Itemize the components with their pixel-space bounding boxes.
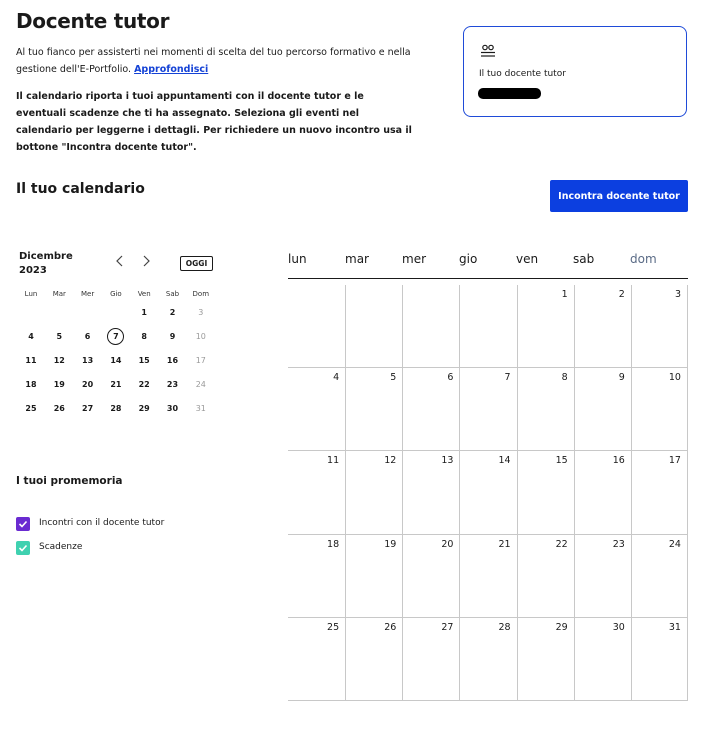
weekday-header-gio: gio [459,252,478,266]
mini-calendar-day[interactable]: 13 [82,356,94,365]
reminders-title: I tuoi promemoria [16,475,123,487]
calendar-day-number: 6 [447,372,454,384]
calendar-day-number: 23 [612,538,625,550]
mini-calendar-day[interactable]: 10 [195,332,206,341]
calendar-day-cell[interactable] [288,451,345,534]
weekday-header-mer: mer [402,252,427,266]
calendar-day-cell[interactable] [631,535,688,618]
calendar-description: Il calendario riporta i tuoi appuntamenti con il docente tutor e le eventuali scadenze che ti ha assegnato. Seleziona gli eventi nel calendario per leggerne i dettagli. Per richiedere un nuovo incontro usa il bottone "Incontra docente tutor". [16,91,412,153]
mini-calendar-day[interactable]: 7 [102,326,130,348]
mini-weekday-label: Gio [110,290,122,298]
mini-calendar-day[interactable]: 1 [141,308,147,317]
calendar-day-number: 13 [441,455,454,467]
check-icon [18,543,28,553]
calendar-day-number: 15 [555,455,568,467]
calendar-day-cell[interactable] [517,618,574,701]
calendar-day-cell[interactable] [517,535,574,618]
calendar-day-number: 8 [561,372,568,384]
calendar-day-number: 5 [390,372,397,384]
mini-calendar-day[interactable]: 8 [141,332,147,341]
weekday-header-sab: sab [573,252,595,266]
calendar-title: Il tuo calendario [16,181,145,197]
calendar-weekday-header [288,249,688,279]
check-icon [18,519,28,529]
mini-calendar-day[interactable]: 25 [25,404,37,413]
mini-calendar-day[interactable]: 29 [138,404,150,413]
mini-calendar-day[interactable]: 2 [169,308,176,317]
mini-calendar-day[interactable]: 22 [138,380,150,389]
tutor-card-label: Il tuo docente tutor [479,69,566,79]
calendar-day-number: 7 [504,372,511,384]
chevron-left-icon[interactable] [114,255,126,267]
mini-calendar-day[interactable]: 18 [25,380,37,389]
mini-calendar-day[interactable]: 17 [195,356,206,365]
calendar-day-cell[interactable] [288,618,345,701]
calendar-day-number: 20 [441,538,454,550]
weekday-header-dom: dom [630,252,657,266]
mini-calendar-day[interactable]: 15 [138,356,150,365]
mini-calendar-day[interactable]: 4 [28,332,34,341]
mini-weekday-label: Mer [80,290,95,298]
calendar-day-cell[interactable] [402,368,459,451]
checkbox[interactable] [16,541,30,555]
calendar-day-cell[interactable] [288,535,345,618]
calendar-day-cell[interactable] [631,285,688,368]
calendar-day-number: 16 [612,455,625,467]
mini-calendar-day[interactable]: 24 [195,380,206,389]
mini-calendar-day[interactable]: 27 [82,404,94,413]
calendar-day-cell[interactable] [574,535,631,618]
intro-sentence: Al tuo fianco per assisterti nei momenti di scelta del tuo percorso formativo e nella gestione dell'E-Portfolio. [16,47,411,75]
calendar-day-number: 19 [384,538,397,550]
calendar-day-cell[interactable] [631,368,688,451]
calendar-day-cell[interactable] [459,618,516,701]
calendar-day-number: 3 [674,289,681,300]
calendar-day-cell[interactable] [459,285,516,368]
mini-calendar-day[interactable]: 11 [25,356,37,365]
calendar-day-number: 24 [668,538,681,550]
mini-weekday-label: Mar [52,290,66,298]
calendar-day-number: 28 [498,621,511,633]
mini-weekday-label: Lun [24,290,38,298]
mini-calendar-day[interactable]: 9 [169,332,176,341]
mini-calendar-day[interactable]: 20 [82,380,94,389]
calendar-day-cell[interactable] [574,368,631,451]
calendar-day-number: 21 [498,538,511,550]
calendar-day-number: 27 [441,621,454,633]
calendar-day-cell[interactable] [345,451,402,534]
calendar-day-cell[interactable] [345,535,402,618]
tutor-icon [480,44,496,58]
mini-calendar-day[interactable]: 19 [53,380,65,389]
calendar-day-number: 11 [327,455,340,467]
tutor-name-redacted [478,88,541,99]
reminder-label: Incontri con il docente tutor [39,518,165,528]
weekday-header-lun: lun [288,252,307,266]
mini-calendar-day[interactable]: 23 [166,380,179,389]
calendar-day-cell[interactable] [288,285,345,368]
calendar-day-cell[interactable] [402,451,459,534]
calendar-day-number: 9 [618,372,625,384]
mini-calendar-day[interactable]: 28 [110,404,122,413]
mini-calendar-day[interactable]: 21 [110,380,122,389]
weekday-header-ven: ven [516,252,539,266]
calendar-day-number: 22 [555,538,568,550]
calendar-day-number: 29 [555,621,568,633]
calendar-day-cell[interactable] [517,368,574,451]
mini-calendar-month [19,250,73,278]
learn-more-link[interactable]: Approfondisci [134,64,209,75]
mini-calendar-day[interactable]: 31 [195,404,206,413]
calendar-day-cell[interactable] [574,618,631,701]
mini-calendar-day[interactable]: 26 [53,404,65,413]
today-button[interactable]: OGGI [180,256,213,271]
mini-weekday-label: Sab [165,290,180,298]
intro-text [16,44,416,78]
calendar-day-number: 18 [327,538,340,550]
mini-calendar-day[interactable]: 14 [110,356,122,365]
chevron-right-icon[interactable] [140,255,152,267]
calendar-day-cell[interactable] [459,368,516,451]
calendar-day-number: 4 [333,372,340,384]
calendar-day-number: 30 [612,621,625,633]
calendar-day-number: 2 [618,289,625,300]
calendar-day-cell[interactable] [288,368,345,451]
page-title: Docente tutor [16,9,170,33]
calendar-day-cell[interactable] [631,451,688,534]
calendar-day-cell[interactable] [574,451,631,534]
mini-weekday-label: Dom [192,290,210,298]
calendar-day-number: 26 [384,621,397,633]
calendar-day-cell[interactable] [402,535,459,618]
calendar-day-number: 12 [384,455,397,467]
meet-tutor-button[interactable]: Incontra docente tutor [550,180,688,212]
tutor-card [463,26,687,117]
calendar-day-number: 1 [561,289,568,300]
reminder-label: Scadenze [39,542,83,552]
calendar-day-number: 31 [668,621,681,633]
mini-calendar-year: 2023 [19,265,47,276]
calendar-grid [288,285,688,701]
calendar-day-cell[interactable] [631,618,688,701]
weekday-header-mar: mar [345,252,369,266]
mini-calendar-day[interactable]: 3 [198,308,204,317]
calendar-day-cell[interactable] [402,618,459,701]
checkbox[interactable] [16,517,30,531]
calendar-day-cell[interactable] [517,451,574,534]
mini-calendar-day[interactable]: 6 [84,332,91,341]
mini-calendar-day[interactable]: 12 [53,356,65,365]
calendar-day-cell[interactable] [459,451,516,534]
calendar-day-cell[interactable] [345,618,402,701]
calendar-day-cell[interactable] [574,285,631,368]
mini-calendar-month-name: Dicembre [19,251,73,262]
calendar-day-cell[interactable] [345,368,402,451]
mini-weekday-label: Ven [137,290,151,298]
calendar-day-cell[interactable] [459,535,516,618]
calendar-day-cell[interactable] [345,285,402,368]
calendar-day-cell[interactable] [402,285,459,368]
calendar-day-number: 17 [668,455,681,467]
mini-calendar-day[interactable]: 16 [166,356,179,365]
calendar-day-cell[interactable] [517,285,574,368]
calendar-day-number: 25 [327,621,340,633]
calendar-day-number: 14 [498,455,511,467]
mini-calendar-day[interactable]: 30 [166,404,179,413]
mini-calendar-day[interactable]: 5 [56,332,63,341]
calendar-day-number: 10 [668,372,681,384]
